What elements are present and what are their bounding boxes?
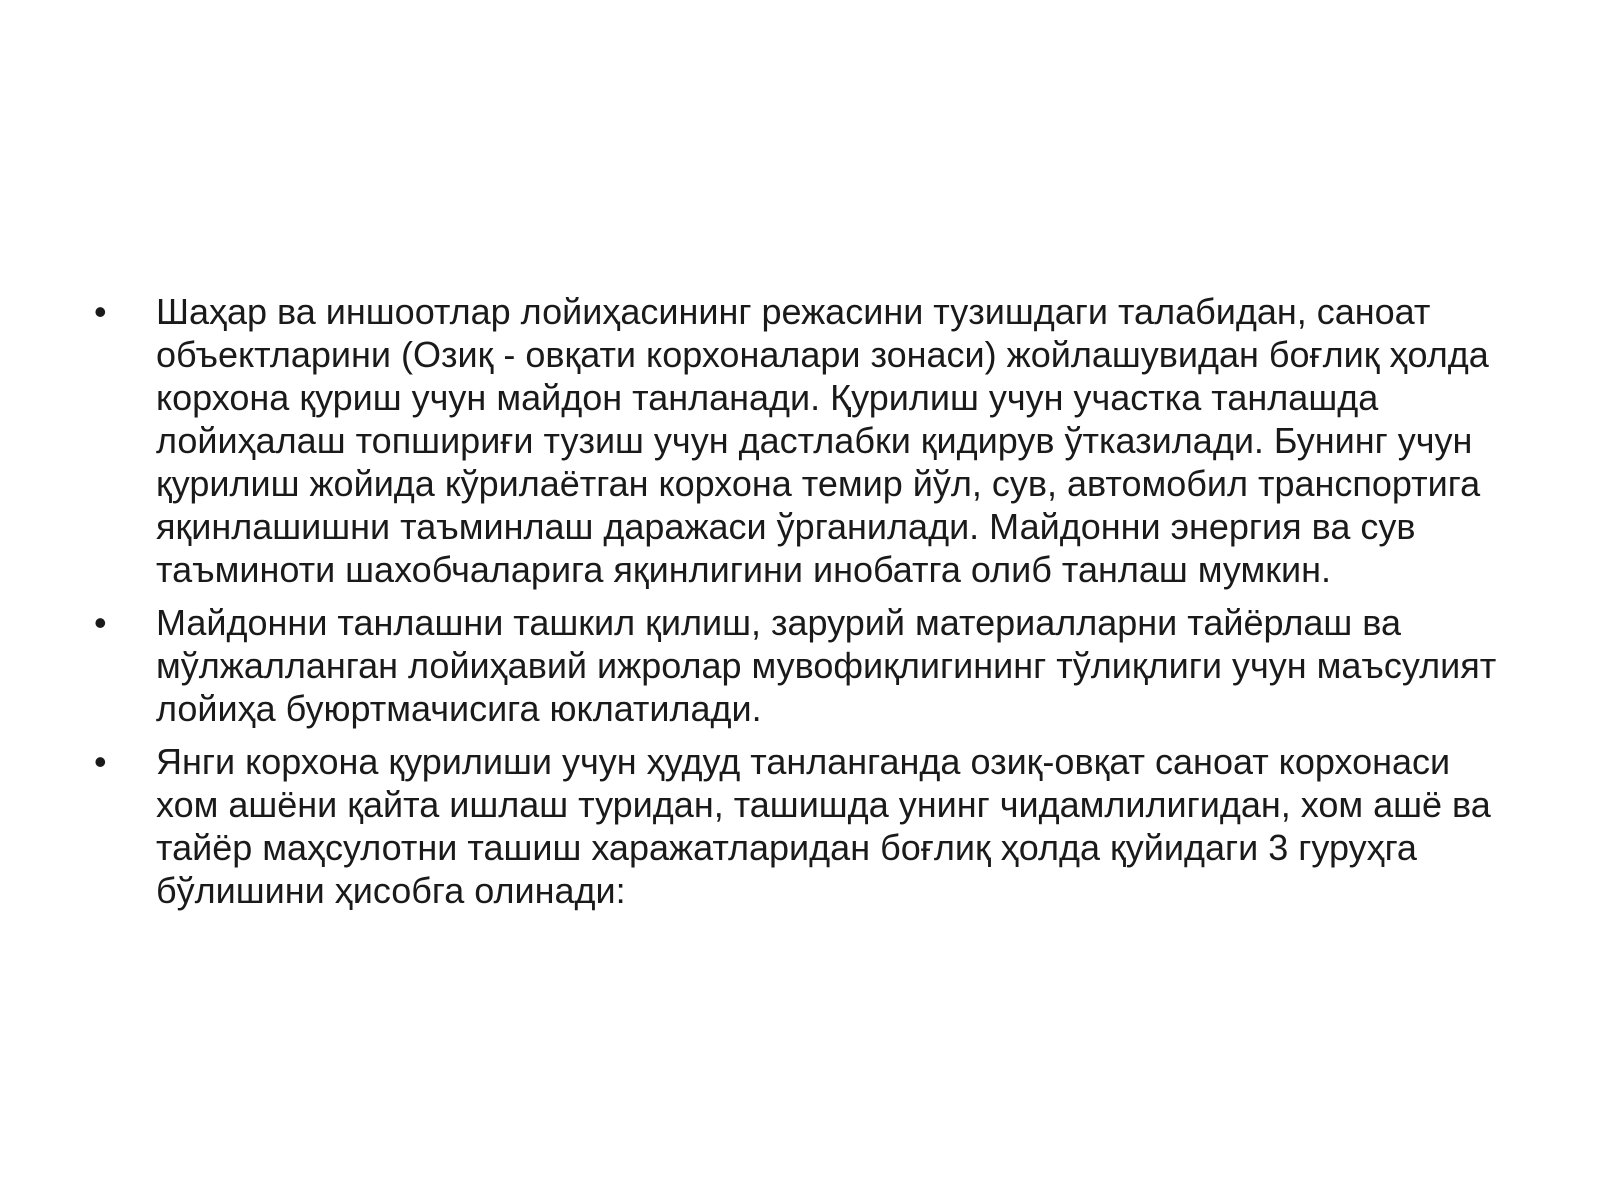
bullet-text: Янги корхона қурилиши учун ҳудуд танланганда озиқ-овқат саноат корхонаси хом ашёни қайта ишлаш туридан, ташишда унинг чидамлилигидан, хом ашё ва тайёр маҳсулотни ташиш харажатларидан боғлиқ ҳолда қуйидаги 3 гуруҳга бўлишини ҳисобга олинади: — [156, 741, 1491, 911]
bullet-marker: • — [94, 602, 107, 643]
bullet-marker: • — [94, 741, 107, 782]
bullet-item — [88, 290, 1508, 591]
bullet-list — [88, 290, 1508, 922]
bullet-text: Майдонни танлашни ташкил қилиш, зарурий материалларни тайёрлаш ва мўлжалланган лойиҳавий ижролар мувофиқлигининг тўлиқлиги учун маъсулият лойиҳа буюртмачисига юклатилади. — [156, 602, 1497, 729]
bullet-marker: • — [94, 291, 107, 332]
bullet-item — [88, 740, 1508, 912]
bullet-item — [88, 601, 1508, 730]
bullet-text: Шаҳар ва иншоотлар лойиҳасининг режасини тузишдаги талабидан, саноат объектларини (Озиқ - овқати корхоналари зонаси) жойлашувидан боғлиқ ҳолда корхона қуриш учун майдон танланади. Қурилиш учун участка танлашда лойиҳалаш топшириғи тузиш учун дастлабки қидирув ўтказилади. Бунинг учун қурилиш жойида кўрилаётган корхона темир йўл, сув, автомобил транспортига яқинлашишни таъминлаш даражаси ўрганилади. Майдонни энергия ва сув таъминоти шахобчаларига яқинлигини инобатга олиб танлаш мумкин. — [156, 291, 1489, 590]
